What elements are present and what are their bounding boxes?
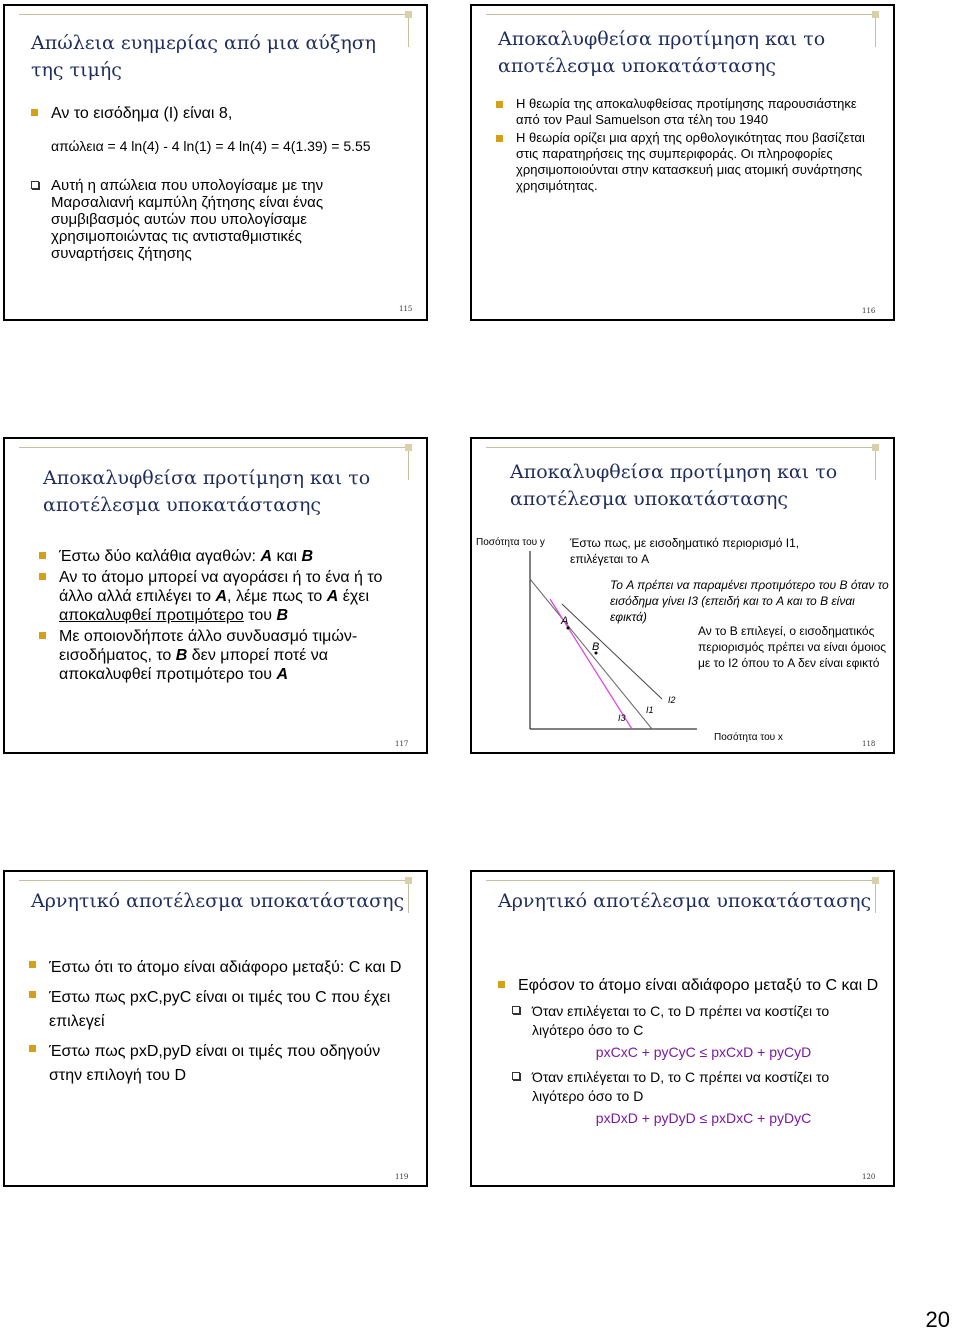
slide-body — [494, 96, 869, 194]
slide-119 — [3, 870, 428, 1187]
diagram-note-2: Το A πρέπει να παραμένει προτιμότερο του B όταν το εισόδημα γίνει I3 (επειδή και το A και το B είναι εφικτά) — [610, 578, 889, 624]
x-axis-label: Ποσότητα του x — [714, 732, 783, 743]
bundle-a-label: A — [276, 666, 289, 683]
slide-number: 115 — [399, 305, 413, 313]
line-i3-label: I3 — [618, 713, 626, 723]
bullet-text: Έστω πως pxD,pyD είναι οι τιμές που οδηγούν στην επιλογή του D — [49, 1043, 381, 1084]
diagram-note-1: Έστω πως, με εισοδηματικό περιορισμό I1, επιλέγεται το A — [570, 536, 800, 566]
slide-title: Αποκαλυφθείσα προτίμηση και το αποτέλεσμα υποκατάστασης — [498, 28, 826, 77]
bullet-text: δεν μπορεί ποτέ να αποκαλυφθεί προτιμότερο του — [59, 647, 329, 683]
slide-body — [37, 547, 412, 684]
bullet-text: , λέμε πως το — [227, 588, 327, 605]
slide-body — [496, 976, 881, 1128]
inequality-1: pxCxC + pyCyC ≤ pxCxD + pyCyD — [595, 1044, 812, 1060]
bundle-a-label: A — [260, 548, 273, 565]
slide-title: Απώλεια ευημερίας από μια αύξηση της τιμής — [31, 32, 377, 81]
bullet-item — [494, 130, 869, 194]
slide-number: 120 — [862, 1173, 876, 1181]
sub-bullet-text: Όταν επιλέγεται το C, το D πρέπει να κοστίζει το λιγότερο όσο το C — [532, 1003, 830, 1038]
sub-bullet-item — [510, 1002, 881, 1040]
sub-bullet-item — [29, 177, 371, 262]
inequality-2: pxDxD + pyDyD ≤ pxDxC + pyDyC — [595, 1110, 812, 1126]
bundle-a-label: A — [215, 588, 228, 605]
slide-number: 118 — [862, 740, 876, 748]
bullet-text: Η θεωρία ορίζει μια αρχή της ορθολογικότητας που βασίζεται στις παρατηρήσεις της συμπεριφοράς. Οι πληροφορίες χρησιμοποιούνται στην κατασκευή μιας ατομική συνάρτησης χρησιμότητας. — [516, 130, 865, 193]
bullet-item — [37, 547, 412, 566]
bullet-text: Έστω πως pxC,pyC είναι οι τιμές του C που έχει επιλεγεί — [49, 989, 391, 1030]
bundle-b-label: B — [276, 607, 289, 624]
underlined-term: αποκαλυφθεί προτιμότερο — [59, 607, 244, 624]
slide-118 — [470, 437, 895, 754]
point-a-label: A — [561, 615, 569, 627]
bullet-text: Έστω δύο καλάθια αγαθών: — [59, 548, 261, 565]
bundle-b-label: B — [301, 548, 314, 565]
line-i1-label: I1 — [646, 705, 654, 715]
bundle-b-label: B — [175, 647, 188, 664]
bullet-text: του — [243, 607, 277, 624]
slide-title: Αποκαλυφθείσα προτίμηση και το αποτέλεσμα υποκατάστασης — [510, 461, 838, 510]
bullet-text: Με οποιονδήποτε άλλο συνδυασμό τιμών-εισοδήματος, το — [59, 628, 358, 664]
bullet-text: Η θεωρία της αποκαλυφθείσας προτίμησης παρουσιάστηκε από τον Paul Samuelson στα τέλη του 1940 — [516, 96, 857, 127]
bullet-text: Εφόσον το άτομο είναι αδιάφορο μεταξύ το C και D — [518, 977, 879, 994]
point-b-label: B — [592, 641, 600, 653]
diagram-note-3: Αν το B επιλεγεί, ο εισοδηματικός περιορισμός πρέπει να είναι όμοιος με το I2 όπου το A δεν είναι εφικτό — [698, 624, 887, 670]
slide-body — [29, 104, 419, 262]
slide-115 — [3, 4, 428, 321]
bullet-text: και — [272, 548, 302, 565]
slide-number: 116 — [862, 307, 876, 315]
slide-number: 117 — [395, 740, 409, 748]
bullet-item — [27, 956, 412, 980]
bullet-item — [27, 1040, 412, 1088]
bullet-item — [29, 104, 419, 124]
bullet-text: Έστω ότι το άτομο είναι αδιάφορο μεταξύ: C και D — [49, 959, 402, 976]
bundle-a-label: A — [326, 588, 339, 605]
sub-bullet-text: Όταν επιλέγεται το D, το C πρέπει να κοστίζει το λιγότερο όσο το D — [532, 1069, 830, 1104]
welfare-loss-formula: απώλεια = 4 ln(4) - 4 ln(1) = 4 ln(4) = 4(1.39) = 5.55 — [51, 138, 371, 154]
slide-number: 119 — [395, 1173, 409, 1181]
slide-title: Αποκαλυφθείσα προτίμηση και το αποτέλεσμα υποκατάστασης — [43, 467, 371, 516]
page-number: 20 — [925, 1307, 950, 1332]
bullet-item — [496, 976, 881, 996]
slide-title: Αρνητικό αποτέλεσμα υποκατάστασης — [31, 890, 405, 912]
slide-116 — [470, 4, 895, 321]
bullet-text: Αν το εισόδημα (I) είναι 8, — [51, 105, 233, 122]
line-i2-label: I2 — [668, 695, 676, 705]
y-axis-label: Ποσότητα του y — [476, 537, 545, 548]
slide-120 — [470, 870, 895, 1187]
sub-bullet-item — [510, 1068, 881, 1106]
bullet-item — [27, 986, 412, 1034]
bullet-item — [37, 627, 412, 684]
bullet-text: έχει — [338, 588, 369, 605]
slide-117 — [3, 437, 428, 754]
bullet-text: Αν το άτομο μπορεί να αγοράσει ή το ένα ή το άλλο αλλά επιλέγει το — [59, 569, 383, 605]
slide-body — [27, 956, 412, 1088]
bullet-item — [37, 568, 412, 625]
slide-title: Αρνητικό αποτέλεσμα υποκατάστασης — [498, 890, 872, 912]
bullet-item — [494, 96, 869, 128]
sub-bullet-text: Αυτή η απώλεια που υπολογίσαμε με την Μαρσαλιανή καμπύλη ζήτησης είναι ένας συμβιβασμός αυτών που υπολογίσαμε χρησιμοποιώντας τις αντισταθμιστικές συναρτήσεις ζήτησης — [51, 177, 324, 262]
